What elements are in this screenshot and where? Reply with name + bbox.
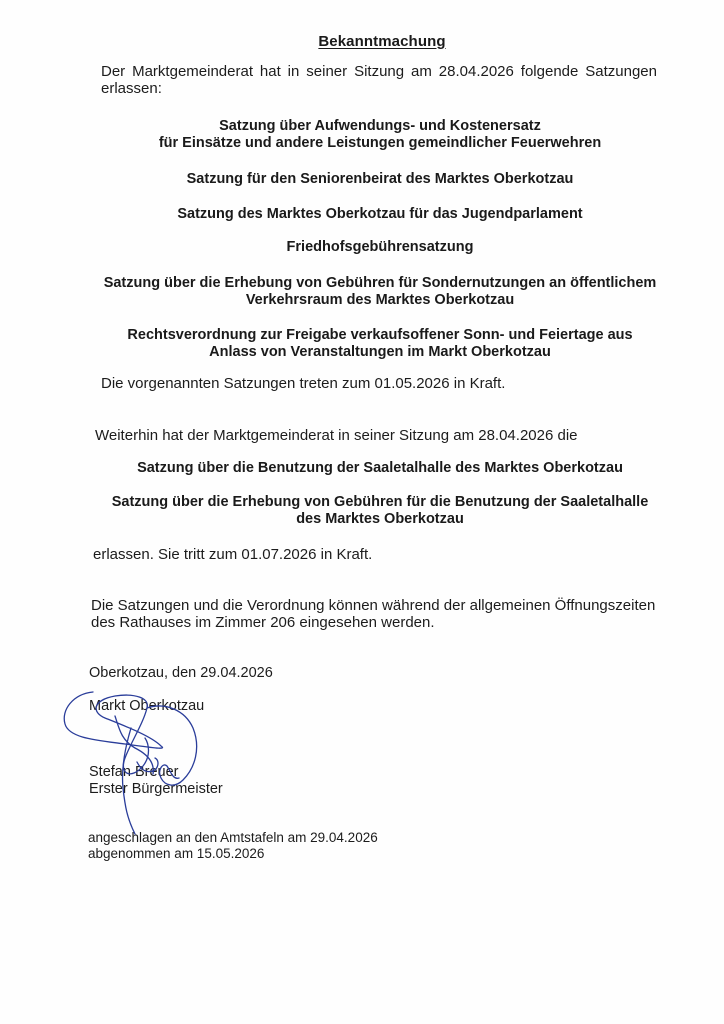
ordinance-line: Satzung des Marktes Oberkotzau für das Jugendparlament (177, 206, 583, 222)
issuer-name: Markt Oberkotzau (89, 698, 205, 714)
ordinance-fire-brigade (90, 118, 670, 152)
ordinance-senior-council (90, 171, 670, 188)
intro-paragraph (101, 63, 657, 97)
ordinance-line: Rechtsverordnung zur Freigabe verkaufsoffener Sonn- und Feiertage aus (127, 327, 633, 343)
intro-line-2: erlassen: (101, 80, 162, 97)
document-title: Bekanntmachung (318, 33, 446, 50)
posting-record (88, 830, 378, 862)
ordinance-line: des Marktes Oberkotzau (296, 511, 464, 527)
removed-date: abgenommen am 15.05.2026 (88, 846, 265, 861)
inspection-notice (91, 597, 661, 631)
ordinance-line: Anlass von Veranstaltungen im Markt Oberkotzau (209, 344, 551, 360)
inspection-line-1: Die Satzungen und die Verordnung können während der allgemeinen Öffnungszeiten (91, 597, 656, 614)
ordinance-hall-fees (90, 494, 670, 528)
signer-title: Erster Bürgermeister (89, 781, 223, 797)
ordinance-cemetery-fees (90, 239, 670, 256)
ordinance-hall-usage (90, 460, 670, 477)
effective-date-group1: Die vorgenannten Satzungen treten zum 01.05.2026 in Kraft. (101, 375, 506, 392)
ordinance-line: für Einsätze und andere Leistungen gemeindlicher Feuerwehren (158, 135, 602, 151)
effective-date-group2: erlassen. Sie tritt zum 01.07.2026 in Kraft. (93, 546, 373, 563)
ordinance-sunday-shopping (90, 327, 670, 361)
ordinance-line: Satzung über die Erhebung von Gebühren für Sondernutzungen an öffentlichem (103, 275, 657, 291)
ordinance-line: Satzung über die Erhebung von Gebühren für die Benutzung der Saaletalhalle (111, 494, 649, 510)
ordinance-line: Satzung über Aufwendungs- und Kostenersatz (219, 118, 541, 134)
ordinance-line: Friedhofsgebührensatzung (286, 239, 474, 255)
signer-name: Stefan Breuer (89, 764, 179, 780)
signer-block (89, 764, 223, 798)
ordinance-special-use-fees (90, 275, 670, 309)
inspection-line-2: des Rathauses im Zimmer 206 eingesehen werden. (91, 614, 435, 631)
ordinance-line: Satzung für den Seniorenbeirat des Marktes Oberkotzau (186, 171, 574, 187)
ordinance-line: Verkehrsraum des Marktes Oberkotzau (245, 292, 515, 308)
second-intro: Weiterhin hat der Marktgemeinderat in seiner Sitzung am 28.04.2026 die (95, 427, 578, 444)
ordinance-youth-parliament (90, 206, 670, 223)
ordinance-line: Satzung über die Benutzung der Saaletalhalle des Marktes Oberkotzau (137, 460, 623, 476)
intro-line-1: Der Marktgemeinderat hat in seiner Sitzung am 28.04.2026 folgende Satzungen (101, 63, 657, 80)
place-and-date: Oberkotzau, den 29.04.2026 (89, 665, 273, 681)
posted-date: angeschlagen an den Amtstafeln am 29.04.2026 (88, 830, 378, 845)
